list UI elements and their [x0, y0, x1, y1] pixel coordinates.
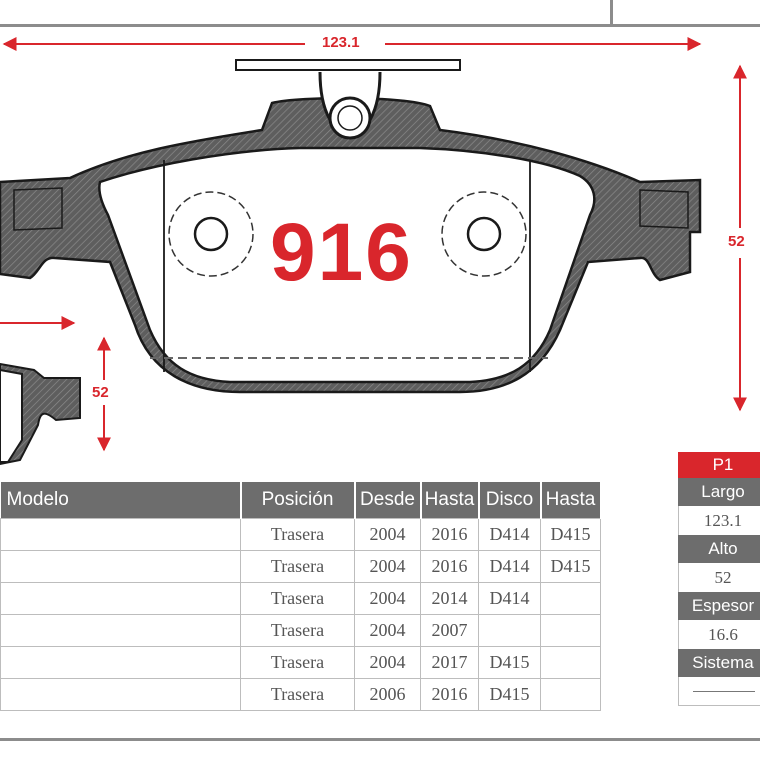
spec-code: P1	[678, 452, 760, 478]
spec-system-label: Sistema	[678, 649, 760, 677]
spec-thickness-value: 16.6	[678, 620, 760, 649]
cell-from: 2004	[355, 647, 421, 679]
length-dimension-label: 123.1	[322, 34, 360, 51]
cell-from: 2006	[355, 679, 421, 711]
table-row	[1, 519, 601, 551]
table-row	[1, 647, 601, 679]
cell-from: 2004	[355, 551, 421, 583]
table-row	[1, 583, 601, 615]
cell-disc-to	[541, 615, 601, 647]
column-header-from: Desde	[355, 482, 421, 519]
part-number: 916	[270, 207, 413, 298]
cell-disc-to	[541, 679, 601, 711]
spec-length-value: 123.1	[678, 506, 760, 535]
cell-disc: D415	[479, 679, 541, 711]
frame-bottom-border	[0, 738, 760, 741]
cell-position: Trasera	[241, 583, 355, 615]
cell-model	[1, 615, 241, 647]
spec-length-label: Largo	[678, 478, 760, 506]
cell-position: Trasera	[241, 551, 355, 583]
column-header-position: Posición	[241, 482, 355, 519]
cell-model	[1, 519, 241, 551]
column-header-disc: Disco	[479, 482, 541, 519]
cell-model	[1, 583, 241, 615]
cell-disc-to	[541, 647, 601, 679]
cell-to: 2007	[421, 615, 479, 647]
cell-from: 2004	[355, 519, 421, 551]
cell-position: Trasera	[241, 679, 355, 711]
height-dimension-label: 52	[728, 233, 745, 250]
cell-to: 2017	[421, 647, 479, 679]
cell-disc	[479, 615, 541, 647]
cell-disc: D414	[479, 583, 541, 615]
column-header-model: Modelo	[1, 482, 241, 519]
spec-height-label: Alto	[678, 535, 760, 563]
cell-from: 2004	[355, 583, 421, 615]
cell-from: 2004	[355, 615, 421, 647]
cell-disc: D414	[479, 519, 541, 551]
spec-system-value	[678, 677, 760, 706]
cell-disc: D415	[479, 647, 541, 679]
table-row	[1, 679, 601, 711]
side-height-dimension-label: 52	[92, 384, 109, 401]
cell-model	[1, 551, 241, 583]
column-header-to: Hasta	[421, 482, 479, 519]
cell-disc-to	[541, 583, 601, 615]
applications-table	[0, 482, 602, 711]
cell-position: Trasera	[241, 519, 355, 551]
cell-disc: D414	[479, 551, 541, 583]
cell-to: 2016	[421, 679, 479, 711]
table-header-row	[1, 482, 601, 519]
cell-model	[1, 679, 241, 711]
specifications-panel	[678, 452, 760, 706]
cell-position: Trasera	[241, 647, 355, 679]
cell-disc-to: D415	[541, 551, 601, 583]
table-row	[1, 615, 601, 647]
cell-model	[1, 647, 241, 679]
cell-position: Trasera	[241, 615, 355, 647]
spec-height-value: 52	[678, 563, 760, 592]
spec-thickness-label: Espesor	[678, 592, 760, 620]
cell-disc-to: D415	[541, 519, 601, 551]
cell-to: 2016	[421, 519, 479, 551]
table-row	[1, 551, 601, 583]
cell-to: 2014	[421, 583, 479, 615]
cell-to: 2016	[421, 551, 479, 583]
column-header-disc-to: Hasta	[541, 482, 601, 519]
